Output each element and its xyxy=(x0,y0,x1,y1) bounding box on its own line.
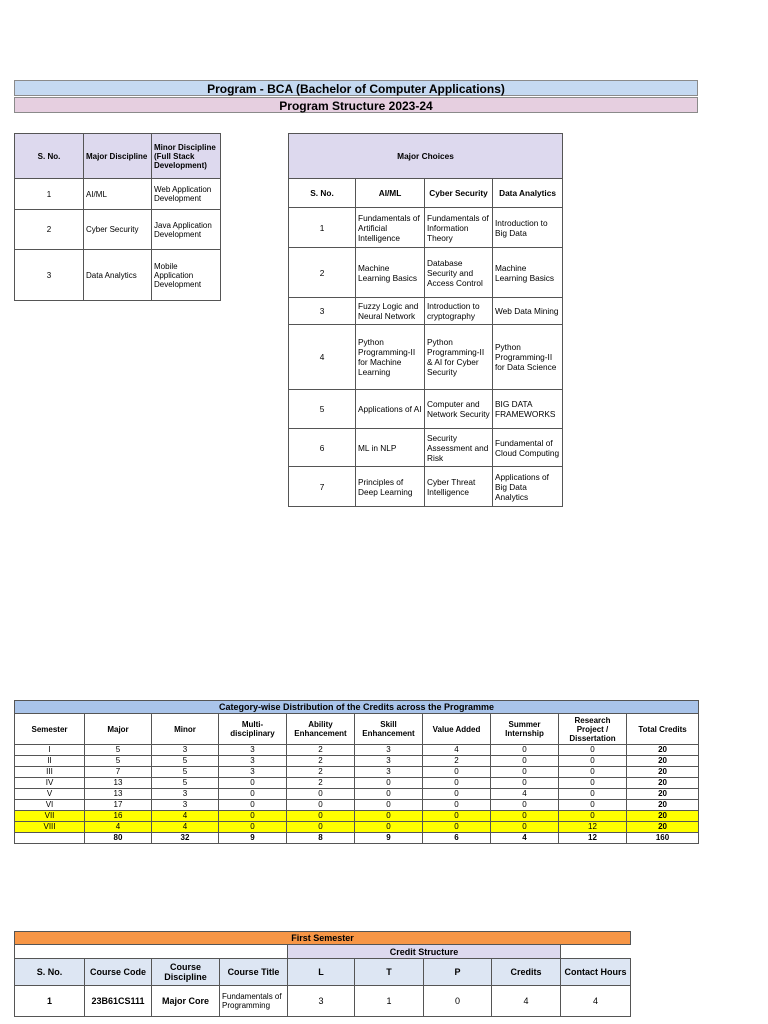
first-semester-cell: Fundamentals of Programming xyxy=(220,986,288,1017)
major-cell-aiml: Fundamentals of Artificial Intelligence xyxy=(356,208,425,248)
credits-cell: 0 xyxy=(355,800,423,811)
credits-cell: 7 xyxy=(85,767,152,778)
credits-cell: 0 xyxy=(491,800,559,811)
credits-cell: 0 xyxy=(559,800,627,811)
major-cell-data: Machine Learning Basics xyxy=(493,248,563,298)
credits-cell: 0 xyxy=(491,811,559,822)
credits-header-cell: Semester xyxy=(15,714,85,745)
minor-header-sno: S. No. xyxy=(15,134,84,179)
table-row xyxy=(15,745,699,756)
credits-cell: 3 xyxy=(219,767,287,778)
credits-cell: 3 xyxy=(152,789,219,800)
minor-cell-sno: 3 xyxy=(15,250,84,301)
credits-header-cell: Total Credits xyxy=(627,714,699,745)
major-cell-aiml: Machine Learning Basics xyxy=(356,248,425,298)
first-semester-header-cell: L xyxy=(288,959,355,986)
major-cell-sno: 2 xyxy=(289,248,356,298)
first-semester-header-cell: Course Title xyxy=(220,959,288,986)
credits-cell: I xyxy=(15,745,85,756)
first-semester-header-cell: Credits xyxy=(492,959,561,986)
credits-cell: 4 xyxy=(85,822,152,833)
credits-cell: 12 xyxy=(559,833,627,844)
first-semester-header-cell: Course Code xyxy=(85,959,152,986)
first-semester-header-cell: Course Discipline xyxy=(152,959,220,986)
credits-cell: VIII xyxy=(15,822,85,833)
first-semester-cell: 3 xyxy=(288,986,355,1017)
table-row xyxy=(289,467,563,507)
credits-cell: 0 xyxy=(287,800,355,811)
major-cell-aiml: Applications of AI xyxy=(356,390,425,429)
credits-cell: 0 xyxy=(219,822,287,833)
credits-cell: 3 xyxy=(219,756,287,767)
major-cell-data: Applications of Big Data Analytics xyxy=(493,467,563,507)
credits-cell: 0 xyxy=(355,811,423,822)
table-row xyxy=(15,210,221,250)
first-semester-caption: First Semester xyxy=(15,932,631,945)
credits-cell: 0 xyxy=(287,822,355,833)
credits-cell: 4 xyxy=(491,833,559,844)
credits-cell: 3 xyxy=(219,745,287,756)
major-cell-aiml: Python Programming-II for Machine Learning xyxy=(356,325,425,390)
minor-cell-sno: 2 xyxy=(15,210,84,250)
credits-cell: 0 xyxy=(559,778,627,789)
first-semester-cell: 0 xyxy=(424,986,492,1017)
credits-cell: 13 xyxy=(85,789,152,800)
table-row xyxy=(15,756,699,767)
credits-cell: 32 xyxy=(152,833,219,844)
credits-cell: 16 xyxy=(85,811,152,822)
table-row xyxy=(15,767,699,778)
minor-header-major: Major Discipline xyxy=(84,134,152,179)
major-header-data: Data Analytics xyxy=(493,179,563,208)
table-row xyxy=(15,833,699,844)
major-header-aiml: AI/ML xyxy=(356,179,425,208)
first-semester-cell: 4 xyxy=(561,986,631,1017)
first-semester-cell: 1 xyxy=(15,986,85,1017)
credits-cell: 0 xyxy=(559,756,627,767)
credits-cell: 0 xyxy=(219,800,287,811)
credits-cell xyxy=(15,833,85,844)
credits-cell: II xyxy=(15,756,85,767)
minor-header-minor: Minor Discipline (Full Stack Development) xyxy=(152,134,221,179)
program-title: Program - BCA (Bachelor of Computer Applications) xyxy=(14,80,698,96)
credits-cell: V xyxy=(15,789,85,800)
minor-cell-sno: 1 xyxy=(15,179,84,210)
credits-cell: 2 xyxy=(423,756,491,767)
minor-discipline-table xyxy=(14,133,221,301)
credits-cell: 20 xyxy=(627,767,699,778)
credits-cell: IV xyxy=(15,778,85,789)
credits-header-cell: Ability Enhancement xyxy=(287,714,355,745)
major-cell-aiml: Fuzzy Logic and Neural Network xyxy=(356,298,425,325)
major-cell-cyber: Cyber Threat Intelligence xyxy=(425,467,493,507)
credits-distribution-table xyxy=(14,700,699,844)
major-cell-cyber: Python Programming-II & AI for Cyber Security xyxy=(425,325,493,390)
credits-cell: 4 xyxy=(423,745,491,756)
credits-cell: 5 xyxy=(152,767,219,778)
credits-header-cell: Value Added xyxy=(423,714,491,745)
major-cell-data: Fundamental of Cloud Computing xyxy=(493,429,563,467)
table-row xyxy=(289,390,563,429)
credits-cell: 9 xyxy=(219,833,287,844)
credits-cell: 13 xyxy=(85,778,152,789)
table-row xyxy=(15,250,221,301)
credits-cell: 3 xyxy=(355,756,423,767)
major-cell-sno: 4 xyxy=(289,325,356,390)
minor-cell-major: Cyber Security xyxy=(84,210,152,250)
minor-cell-minor: Mobile Application Development xyxy=(152,250,221,301)
first-semester-cell: 4 xyxy=(492,986,561,1017)
credits-header-cell: Research Project / Dissertation xyxy=(559,714,627,745)
credits-cell: VI xyxy=(15,800,85,811)
credits-cell: 0 xyxy=(355,822,423,833)
major-cell-aiml: ML in NLP xyxy=(356,429,425,467)
table-row xyxy=(289,248,563,298)
major-cell-data: Web Data Mining xyxy=(493,298,563,325)
credits-cell: 0 xyxy=(423,811,491,822)
major-choices-caption: Major Choices xyxy=(289,134,563,179)
credits-cell: 0 xyxy=(491,767,559,778)
credits-cell: 2 xyxy=(287,767,355,778)
credit-structure-spacer-right xyxy=(561,945,631,959)
major-cell-sno: 1 xyxy=(289,208,356,248)
minor-cell-major: AI/ML xyxy=(84,179,152,210)
credits-cell: 0 xyxy=(491,778,559,789)
credits-cell: 0 xyxy=(559,811,627,822)
credits-cell: 4 xyxy=(152,822,219,833)
table-row xyxy=(15,822,699,833)
credits-cell: 0 xyxy=(423,767,491,778)
major-cell-data: BIG DATA FRAMEWORKS xyxy=(493,390,563,429)
credits-cell: 2 xyxy=(287,756,355,767)
credits-header-cell: Skill Enhancement xyxy=(355,714,423,745)
credits-cell: 5 xyxy=(152,778,219,789)
credit-structure-label: Credit Structure xyxy=(288,945,561,959)
credits-cell: 4 xyxy=(152,811,219,822)
credits-cell: 0 xyxy=(559,745,627,756)
first-semester-cell: 23B61CS111 xyxy=(85,986,152,1017)
credits-cell: 3 xyxy=(152,800,219,811)
table-row xyxy=(15,789,699,800)
minor-cell-minor: Java Application Development xyxy=(152,210,221,250)
major-cell-sno: 5 xyxy=(289,390,356,429)
credits-cell: 5 xyxy=(152,756,219,767)
credit-structure-spacer xyxy=(15,945,288,959)
program-structure-title: Program Structure 2023-24 xyxy=(14,97,698,113)
credits-cell: 160 xyxy=(627,833,699,844)
credits-cell: 0 xyxy=(491,745,559,756)
major-cell-data: Python Programming-II for Data Science xyxy=(493,325,563,390)
major-cell-sno: 6 xyxy=(289,429,356,467)
credits-cell: 0 xyxy=(219,778,287,789)
credits-cell: 0 xyxy=(355,789,423,800)
credits-cell: 3 xyxy=(355,767,423,778)
minor-cell-minor: Web Application Development xyxy=(152,179,221,210)
credits-cell: III xyxy=(15,767,85,778)
credits-cell: 80 xyxy=(85,833,152,844)
credits-cell: 20 xyxy=(627,778,699,789)
credits-cell: 17 xyxy=(85,800,152,811)
credits-cell: 0 xyxy=(219,789,287,800)
credits-cell: VII xyxy=(15,811,85,822)
credits-cell: 20 xyxy=(627,789,699,800)
credits-cell: 3 xyxy=(152,745,219,756)
table-row xyxy=(15,800,699,811)
credits-cell: 8 xyxy=(287,833,355,844)
credits-cell: 0 xyxy=(287,811,355,822)
credits-cell: 20 xyxy=(627,756,699,767)
credits-header-cell: Multi-disciplinary xyxy=(219,714,287,745)
credits-cell: 20 xyxy=(627,811,699,822)
credits-header-cell: Major xyxy=(85,714,152,745)
first-semester-cell: 1 xyxy=(355,986,424,1017)
major-cell-cyber: Database Security and Access Control xyxy=(425,248,493,298)
major-choices-table xyxy=(288,133,563,507)
credits-cell: 0 xyxy=(491,822,559,833)
first-semester-header-cell: Contact Hours xyxy=(561,959,631,986)
major-cell-sno: 7 xyxy=(289,467,356,507)
credits-header-cell: Summer Internship xyxy=(491,714,559,745)
credits-cell: 6 xyxy=(423,833,491,844)
credits-cell: 0 xyxy=(559,767,627,778)
major-cell-data: Introduction to Big Data xyxy=(493,208,563,248)
major-cell-sno: 3 xyxy=(289,298,356,325)
credits-cell: 0 xyxy=(423,822,491,833)
credits-cell: 2 xyxy=(287,745,355,756)
table-row xyxy=(15,986,631,1017)
credits-cell: 20 xyxy=(627,745,699,756)
credits-cell: 0 xyxy=(559,789,627,800)
credits-cell: 3 xyxy=(355,745,423,756)
major-cell-cyber: Fundamentals of Information Theory xyxy=(425,208,493,248)
first-semester-header-cell: S. No. xyxy=(15,959,85,986)
major-cell-cyber: Security Assessment and Risk xyxy=(425,429,493,467)
credits-cell: 2 xyxy=(287,778,355,789)
credits-cell: 5 xyxy=(85,745,152,756)
credits-cell: 0 xyxy=(423,800,491,811)
table-row xyxy=(15,179,221,210)
first-semester-cell: Major Core xyxy=(152,986,220,1017)
major-cell-cyber: Introduction to cryptography xyxy=(425,298,493,325)
first-semester-header-cell: T xyxy=(355,959,424,986)
credits-cell: 0 xyxy=(423,778,491,789)
credits-cell: 0 xyxy=(219,811,287,822)
table-row xyxy=(289,298,563,325)
credits-cell: 9 xyxy=(355,833,423,844)
credits-cell: 20 xyxy=(627,822,699,833)
table-row xyxy=(15,778,699,789)
credits-header-cell: Minor xyxy=(152,714,219,745)
first-semester-table xyxy=(14,931,631,1017)
credits-cell: 0 xyxy=(355,778,423,789)
major-header-sno: S. No. xyxy=(289,179,356,208)
first-semester-header-cell: P xyxy=(424,959,492,986)
credits-cell: 0 xyxy=(491,756,559,767)
major-cell-aiml: Principles of Deep Learning xyxy=(356,467,425,507)
major-cell-cyber: Computer and Network Security xyxy=(425,390,493,429)
credits-cell: 20 xyxy=(627,800,699,811)
major-header-cyber: Cyber Security xyxy=(425,179,493,208)
table-row xyxy=(15,811,699,822)
table-row xyxy=(289,208,563,248)
credits-cell: 12 xyxy=(559,822,627,833)
minor-cell-major: Data Analytics xyxy=(84,250,152,301)
credits-cell: 5 xyxy=(85,756,152,767)
credits-cell: 0 xyxy=(287,789,355,800)
credits-caption: Category-wise Distribution of the Credits across the Programme xyxy=(15,701,699,714)
credits-cell: 0 xyxy=(423,789,491,800)
table-row xyxy=(289,429,563,467)
table-row xyxy=(289,325,563,390)
credits-cell: 4 xyxy=(491,789,559,800)
